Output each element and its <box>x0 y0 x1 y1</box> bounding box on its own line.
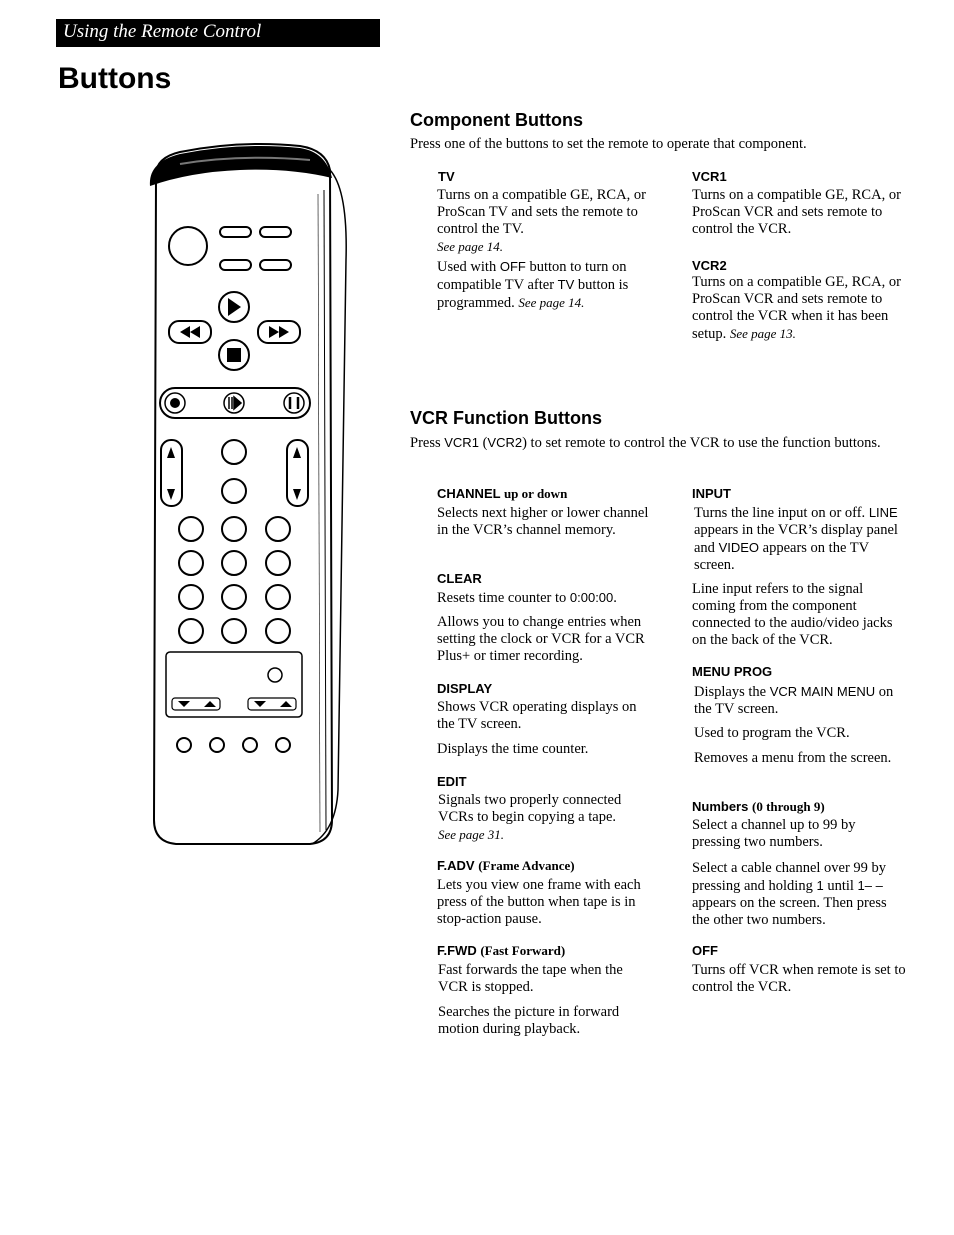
tv-description: Turns on a compatible GE, RCA, or ProScan TV and sets the remote to control the TV. See page 14. <box>437 187 646 254</box>
edit-description: Signals two properly connected VCRs to begin copying a tape. See page 31. <box>438 792 622 842</box>
remote-control-illustration <box>140 140 370 850</box>
edit-label: EDIT <box>437 774 467 789</box>
tv-label: TV <box>438 169 455 184</box>
fadv-label: F.ADV (Frame Advance) <box>437 858 575 873</box>
power-button <box>169 227 207 265</box>
fadv-description: Lets you view one frame with each press of the button when tape is in stop-action pause. <box>437 877 641 927</box>
vcr2-button <box>220 260 251 270</box>
vcr1-button <box>260 227 291 237</box>
vcr2-description: Turns on a compatible GE, RCA, or ProScan VCR and sets remote to control the VCR when it has been setup. See page 13. <box>692 274 901 342</box>
door-button <box>268 668 282 682</box>
input-description-2: Line input refers to the signal coming from the component connected to the audio/video jacks on the back of the VCR. <box>692 581 893 648</box>
tv-off-description: Used with OFF button to turn on compatible TV after TV button is programmed. See page 14. <box>437 259 629 311</box>
off-label: OFF <box>692 943 718 958</box>
stop-icon <box>227 348 241 362</box>
input-description: Turns the line input on or off. LINE appears in the VCR’s display panel and VIDEO appears on the TV screen. <box>694 505 898 573</box>
menu-prog-label: MENU PROG <box>692 664 773 679</box>
vcr1-description: Turns on a compatible GE, RCA, or ProScan VCR and sets remote to control the VCR. <box>692 187 901 237</box>
pause-button <box>284 393 304 413</box>
component-intro: Press one of the buttons to set the remote to operate that component. <box>410 136 807 152</box>
page-title: Buttons <box>58 62 172 95</box>
record-icon <box>170 398 180 408</box>
menu-description: Displays the VCR MAIN MENU on the TV screen. <box>694 684 894 717</box>
section-title: Using the Remote Control <box>63 21 262 42</box>
tv-button <box>220 227 251 237</box>
display-description: Shows VCR operating displays on the TV screen. <box>437 699 637 732</box>
mute-button <box>222 440 246 464</box>
aux-button <box>260 260 291 270</box>
channel-description: Selects next higher or lower channel in the VCR’s channel memory. <box>437 505 649 538</box>
menu-description-3: Removes a menu from the screen. <box>694 750 892 766</box>
vcr2-label: VCR2 <box>692 258 727 273</box>
clear-description-2: Allows you to change entries when setting the clock or VCR for a VCR Plus+ or timer recording. <box>437 614 645 664</box>
display-description-2: Displays the time counter. <box>437 741 589 757</box>
vcr-intro: Press VCR1 (VCR2) to set remote to control the VCR to use the function buttons. <box>410 435 881 451</box>
ffwd-description: Fast forwards the tape when the VCR is stopped. <box>438 962 623 995</box>
input-label: INPUT <box>692 486 731 501</box>
info-button <box>222 479 246 503</box>
clear-description: Resets time counter to 0:00:00. <box>437 590 617 606</box>
vcr1-label: VCR1 <box>692 169 727 184</box>
off-description: Turns off VCR when remote is set to control the VCR. <box>692 962 906 995</box>
numbers-description-2: Select a cable channel over 99 by pressing and holding 1 until 1– – appears on the screen. Then press the other two numbers. <box>692 860 887 928</box>
clear-label: CLEAR <box>437 571 482 586</box>
channel-label: CHANNEL up or down <box>437 486 568 501</box>
vcr-function-heading: VCR Function Buttons <box>410 408 602 428</box>
numbers-label: Numbers (0 through 9) <box>692 799 825 814</box>
ffwd-label: F.FWD (Fast Forward) <box>437 943 566 958</box>
section-header-bar <box>56 19 380 47</box>
tv-see-page: See page 14. <box>437 239 504 254</box>
ffwd-description-2: Searches the picture in forward motion during playback. <box>438 1004 620 1037</box>
component-buttons-heading: Component Buttons <box>410 110 583 130</box>
menu-description-2: Used to program the VCR. <box>694 725 850 741</box>
numbers-description: Select a channel up to 99 by pressing two numbers. <box>692 817 856 850</box>
display-label: DISPLAY <box>437 681 493 696</box>
